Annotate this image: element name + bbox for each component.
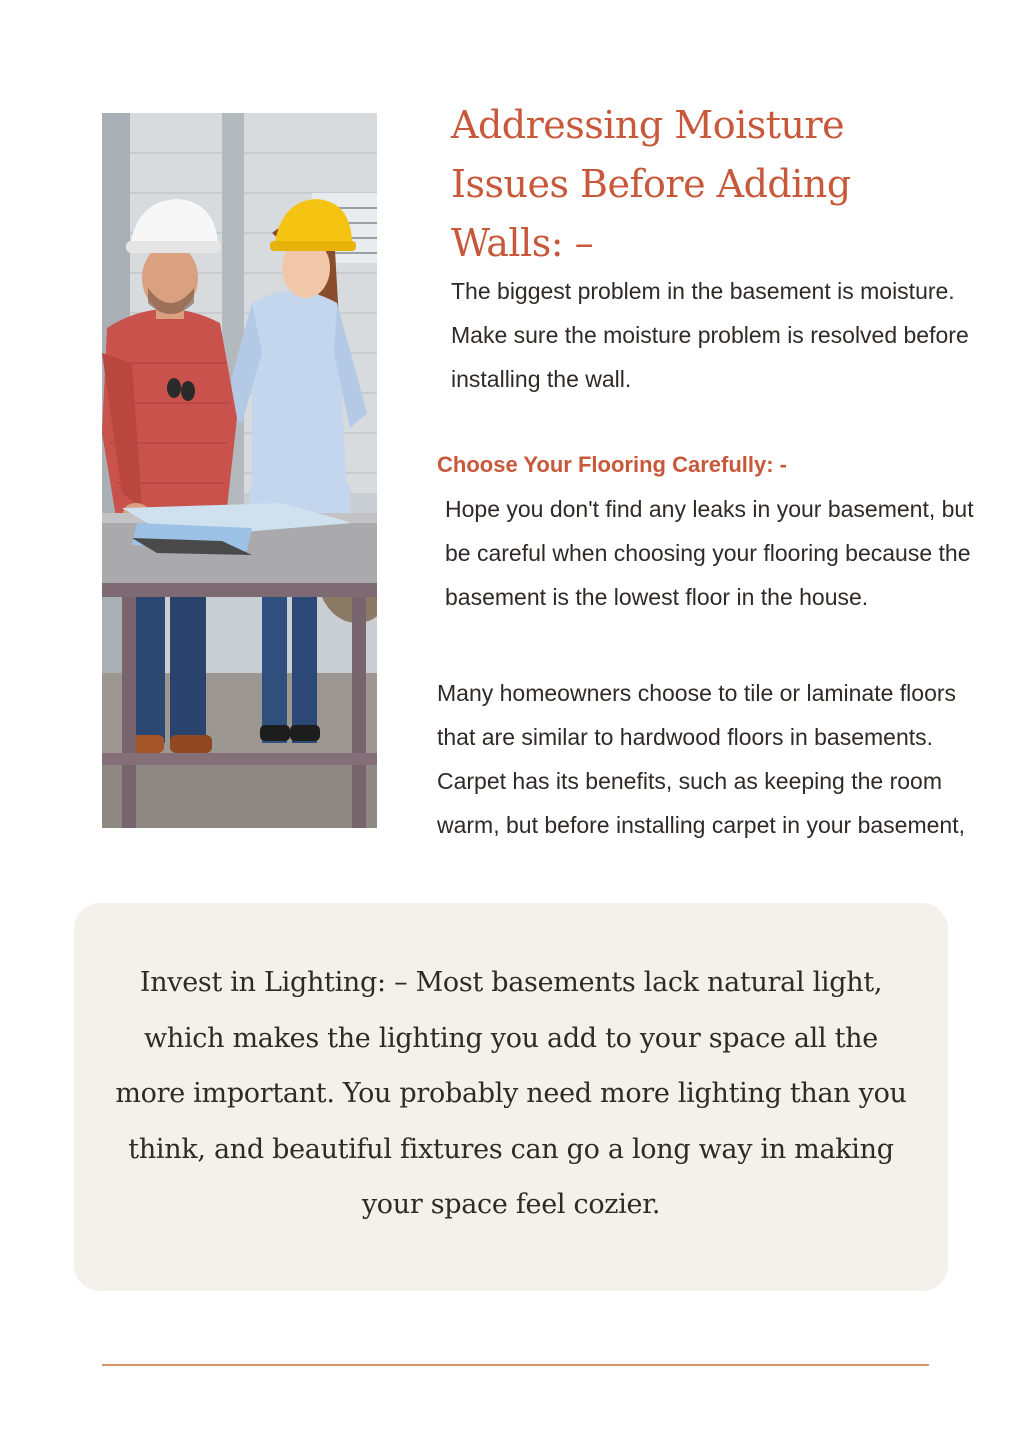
footer-divider [102, 1364, 929, 1366]
lighting-callout [74, 903, 948, 1291]
flooring-paragraph: Hope you don't find any leaks in your basement, but be careful when choosing your flooring because the basement is the lowest floor in the house. [445, 496, 974, 610]
moisture-paragraph: The biggest problem in the basement is moisture. Make sure the moisture problem is resolved before installing the wall. [451, 278, 969, 392]
workers-photo [102, 113, 377, 828]
lighting-text: Invest in Lighting: – Most basements lack natural light, which makes the lighting you add to your space all the more important. You probably need more lighting than you think, and beautiful fixtures can go a long way in making your space feel cozier. [115, 967, 907, 1220]
flooring-paragraph-2: Many homeowners choose to tile or laminate floors that are similar to hardwood floors in basements. Carpet has its benefits, such as keeping the room warm, but before installing carpet in your basement, [437, 680, 965, 838]
moisture-heading: Addressing Moisture Issues Before Adding Walls: – [451, 103, 851, 265]
flooring-heading: Choose Your Flooring Carefully: - [437, 452, 787, 477]
